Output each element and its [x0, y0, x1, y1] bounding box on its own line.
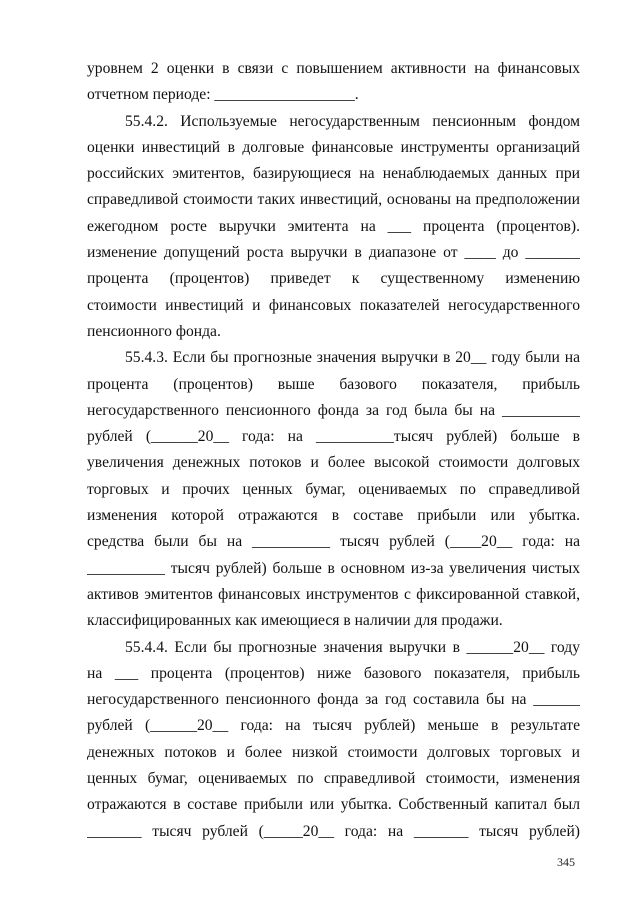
- page-number: 345: [557, 855, 575, 869]
- text-line: рублей (______20__ года: на тысяч рублей) меньше в результате: [87, 717, 580, 735]
- text-line: активов эмитентов финансовых инструментов с фиксированной ставкой,: [87, 585, 580, 603]
- text-line: денежных потоков и более низкой стоимости долговых торговых и: [87, 743, 580, 761]
- text-line: процента (процентов) выше базового показателя, прибыль: [87, 375, 580, 393]
- text-line: негосударственного пенсионного фонда за год составила бы на ______: [87, 691, 580, 709]
- text-line: _______ тысяч рублей (_____20__ года: на _______ тысяч рублей): [87, 822, 580, 840]
- text-line: изменение допущений роста выручки в диапазоне от ____ до _______: [87, 244, 580, 262]
- text-line: российских эмитентов, базирующиеся на ненаблюдаемых данных при: [87, 165, 580, 183]
- paragraph-start-55-4-2: 55.4.2. Используемые негосударственным пенсионным фондом: [125, 112, 580, 130]
- text-line: __________ тысяч рублей) больше в основном из-за увеличения чистых: [87, 559, 580, 577]
- text-line: отражаются в составе прибыли или убытка. Собственный капитал был: [87, 796, 580, 814]
- text-line: стоимости инвестиций и финансовых показателей негосударственного: [87, 296, 580, 314]
- body-text: [87, 56, 580, 845]
- text-line: классифицированных как имеющиеся в наличии для продажи.: [87, 612, 503, 630]
- text-line: оценки инвестиций в долговые финансовые инструменты организаций: [87, 138, 580, 156]
- text-line: увеличения денежных потоков и более высокой стоимости долговых: [87, 454, 580, 472]
- text-line: негосударственного пенсионного фонда за год была бы на __________: [87, 401, 580, 419]
- text-line: пенсионного фонда.: [87, 322, 221, 340]
- text-line: ценных бумаг, оцениваемых по справедливой стоимости, изменения: [87, 770, 580, 788]
- paragraph-start-55-4-4: 55.4.4. Если бы прогнозные значения выручки в ______20__ году: [125, 638, 580, 656]
- text-line: изменения которой отражаются в составе прибыли или убытка.: [87, 507, 580, 525]
- text-line: средства были бы на __________ тысяч рублей (____20__ года: на: [87, 533, 580, 551]
- text-line: рублей (______20__ года: на __________тысяч рублей) больше в: [87, 428, 580, 446]
- paragraph-start-55-4-3: 55.4.3. Если бы прогнозные значения выручки в 20__ году были на: [125, 349, 580, 367]
- text-line: отчетном периоде: __________________.: [87, 86, 359, 104]
- text-line: процента (процентов) приведет к существенному изменению: [87, 270, 580, 288]
- text-line: уровнем 2 оценки в связи с повышением активности на финансовых: [87, 60, 580, 77]
- text-line: справедливой стоимости таких инвестиций, основаны на предположении: [87, 191, 580, 209]
- text-line: ежегодном росте выручки эмитента на ___ процента (процентов).: [87, 217, 580, 235]
- text-line: на ___ процента (процентов) ниже базового показателя, прибыль: [87, 664, 580, 682]
- text-line: торговых и прочих ценных бумаг, оцениваемых по справедливой: [87, 480, 580, 498]
